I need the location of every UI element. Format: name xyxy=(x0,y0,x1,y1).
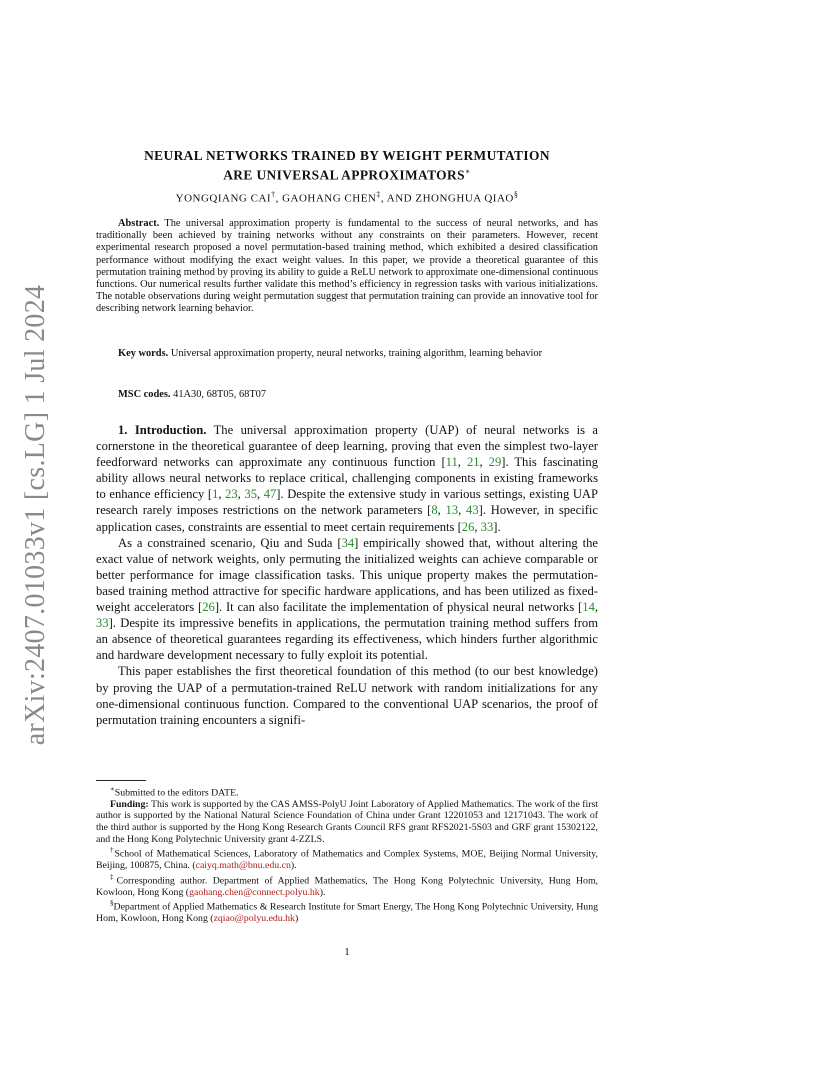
keywords-text: Universal approximation property, neural networks, training algorithm, learning behavior xyxy=(170,348,543,359)
citation-link[interactable]: 33 xyxy=(96,616,109,631)
footnote-submitted xyxy=(96,784,598,799)
text: , xyxy=(437,503,446,518)
paper-title xyxy=(96,148,598,183)
email-link[interactable]: caiyq.math@bnu.edu.cn xyxy=(195,860,291,872)
text: , xyxy=(594,600,599,615)
abstract xyxy=(96,218,598,316)
footnote-funding xyxy=(96,799,598,845)
msc-text: 41A30, 68T05, 68T07 xyxy=(173,389,267,400)
intro-paragraph-1 xyxy=(96,422,598,535)
email-link[interactable]: zqiao@polyu.edu.hk xyxy=(213,913,295,924)
arxiv-id: arXiv:2407.01033v1 [cs.LG] 1 Jul 2024 xyxy=(20,284,51,746)
footnote-mark: § xyxy=(110,899,114,908)
text: ). xyxy=(319,886,326,898)
citation-link[interactable]: 8 xyxy=(431,503,438,518)
page-number: 1 xyxy=(344,946,350,958)
funding-label: Funding: xyxy=(110,798,149,810)
abstract-label: Abstract. xyxy=(118,218,160,229)
footnote-author-3 xyxy=(96,898,598,924)
text: As a constrained scenario, Qiu and Suda [ xyxy=(118,535,342,550)
text: This work is supported by the CAS AMSS-PolyU Joint Laboratory of Applied Mathematics. The work of the first author is supported by the National Natural Science Foundation of China under Grant 12201053 and 12171043. The work of the third author is supported by the Hong Kong Research Grants Council RFS grant RFS2021-5S03 and GRF grant 15302122, and the Hong Kong Polytechnic University grant 4-ZZLS. xyxy=(96,798,598,845)
keywords xyxy=(96,348,598,360)
footnote-mark: ‡ xyxy=(110,872,117,881)
text: ] empirically showed that, without altering the exact value of network weights, only permuting the initialized weights can achieve comparable or better performance for image classification tasks. This unique property makes the permutation-based training method attractive for specific hardware applications, and has been utilized as fixed-weight accelerators [ xyxy=(96,535,598,615)
author-2: GAOHANG CHEN xyxy=(282,192,377,205)
citation-link[interactable]: 29 xyxy=(488,455,502,470)
text: , xyxy=(457,455,467,470)
author-and: AND xyxy=(386,192,413,205)
citation-link[interactable]: 26 xyxy=(202,600,215,615)
text: ]. xyxy=(493,519,501,534)
msc-codes xyxy=(96,389,620,400)
citation-link[interactable]: 11 xyxy=(445,455,458,470)
citation-link[interactable]: 35 xyxy=(244,487,257,502)
citation-link[interactable]: 47 xyxy=(263,487,277,502)
text: , xyxy=(237,487,245,502)
citation-link[interactable]: 23 xyxy=(225,487,238,502)
text: The universal approximation property (UAP) of neural networks is a cornerstone in the theoretical guarantee of deep learning, proving that even the simplest two-layer feedforward networks can approximate any continuous function [ xyxy=(96,423,598,470)
text: , xyxy=(474,519,481,534)
arxiv-watermark xyxy=(18,284,54,746)
text: ]. Despite its impressive benefits in applications, the permutation training method suffers from an absence of theoretical guarantees regarding its effectiveness, which hinders further algorithmic and hardware development necessary to fully exploit its potential. xyxy=(96,616,598,663)
introduction-section xyxy=(96,422,598,728)
section-heading: 1. Introduction. xyxy=(118,423,207,437)
citation-link[interactable]: 1 xyxy=(212,487,219,502)
text: , xyxy=(256,487,264,502)
title-line-1: NEURAL NETWORKS TRAINED BY WEIGHT PERMUTATION xyxy=(144,148,550,163)
author-3: ZHONGHUA QIAO xyxy=(415,192,514,205)
msc-label: MSC codes. xyxy=(118,389,171,400)
text: ]. Despite the extensive study in various settings, existing UAP research rarely imposes restrictions on the network parameters [ xyxy=(96,487,599,518)
text: ) xyxy=(294,913,299,924)
author-1-mark: † xyxy=(271,190,276,199)
text: ]. It can also facilitate the implementation of physical neural networks [ xyxy=(214,600,583,615)
citation-link[interactable]: 34 xyxy=(341,535,355,550)
keywords-label: Key words. xyxy=(118,348,169,359)
text: , xyxy=(458,503,467,518)
citation-link[interactable]: 26 xyxy=(461,519,475,534)
footnote-author-2 xyxy=(96,872,598,898)
citation-link[interactable]: 43 xyxy=(466,503,479,518)
citation-link[interactable]: 33 xyxy=(480,519,494,534)
citation-link[interactable]: 14 xyxy=(582,600,595,615)
text: School of Mathematical Sciences, Laboratory of Mathematics and Complex Systems, MOE, Beijing Normal University, Beijing, 100875, China. ( xyxy=(96,848,598,872)
intro-paragraph-2 xyxy=(96,535,598,664)
citation-link[interactable]: 21 xyxy=(466,455,480,470)
email-link[interactable]: gaohang.chen@connect.polyu.hk xyxy=(189,886,320,898)
text: ). xyxy=(290,860,297,872)
title-line-2: ARE UNIVERSAL APPROXIMATORS xyxy=(223,167,465,183)
text: ]. However, in specific application cases, constraints are essential to meet certain requirements [ xyxy=(96,503,599,534)
footnotes xyxy=(96,784,598,925)
text: Submitted to the editors DATE. xyxy=(114,787,239,799)
citation-link[interactable]: 13 xyxy=(445,503,459,518)
text: Corresponding author. Department of Applied Mathematics, The Hong Kong Polytechnic University, Hung Hom, Kowloon, Hong Kong ( xyxy=(96,874,599,898)
author-3-mark: § xyxy=(513,190,519,199)
author-2-mark: ‡ xyxy=(376,190,381,199)
abstract-text: The universal approximation property is fundamental to the success of neural networks, and has traditionally been achieved by training networks without any constraints on their parameters. However, recent experimental research proposed a novel permutation-based training method, which exhibited a desired classification performance without modifying the exact weight values. In this paper, we provide a theoretical guarantee of this permutation training method by proving its ability to guide a ReLU network to approximate one-dimensional continuous functions. Our numerical results further validate this method’s efficiency in regression tasks with various initializations. The notable observations during weight permutation suggest that permutation training can provide an innovative tool for describing network learning behavior. xyxy=(96,218,598,315)
footnote-mark: ∗ xyxy=(110,785,115,793)
footnote-rule xyxy=(96,780,146,781)
intro-paragraph-3: This paper establishes the first theoretical foundation of this method (to our best knowledge) by proving the UAP of a permutation-trained ReLU network with random initializations for any one-dimensional continuous function. Compared to the conventional UAP scenarios, the proof of permutation training encounters a signifi- xyxy=(96,664,598,727)
text: Department of Applied Mathematics & Research Institute for Smart Energy, The Hong Kong Polytechnic University, Hung Hom, Kowloon, Hong Kong ( xyxy=(96,901,598,924)
text: ]. This fascinating ability allows neural networks to replace critical, challenging components in existing frameworks to enhance efficiency [ xyxy=(96,455,598,502)
text: , xyxy=(479,455,489,470)
title-footnote-mark: ∗ xyxy=(464,167,471,176)
footnote-mark: † xyxy=(110,846,115,855)
text: , xyxy=(218,487,226,502)
author-list: YONGQIANG CAI†, GAOHANG CHEN‡, AND ZHONGHUA QIAO§ xyxy=(175,190,519,205)
footnote-author-1 xyxy=(96,845,598,871)
author-1: YONGQIANG CAI xyxy=(175,192,272,205)
